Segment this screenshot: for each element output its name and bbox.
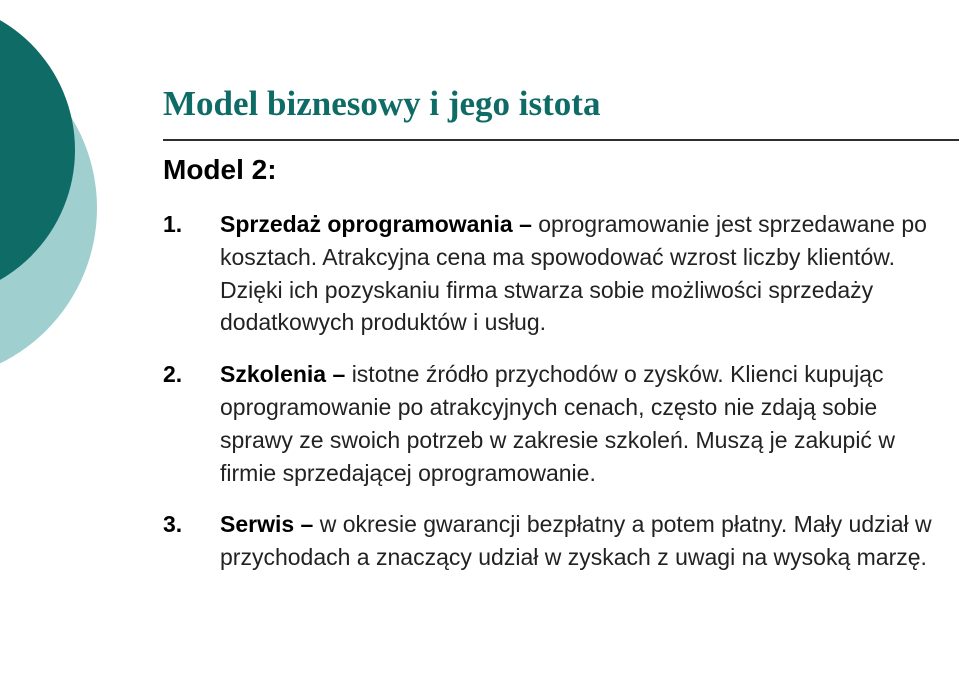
- item-number: 1.: [163, 211, 183, 237]
- title-underline: [163, 139, 959, 141]
- list-item: [163, 358, 953, 489]
- item-dash: –: [300, 511, 314, 538]
- item-term: Sprzedaż oprogramowania: [220, 211, 513, 237]
- list-item: [163, 208, 953, 339]
- item-term: Serwis: [220, 511, 295, 538]
- item-dash: –: [519, 211, 532, 237]
- item-description: oprogramowanie jest sprzedawane po kosztach. Atrakcyjna cena ma spowodować wzrost liczby klientów. Dzięki ich pozyskaniu firma stwarza sobie możliwości sprzedaży dodatkowych produktów i usług.: [220, 211, 927, 336]
- item-description: istotne źródło przychodów o zysków. Klienci kupując oprogramowanie po atrakcyjnych cenach, często nie zdają sobie sprawy ze swoich potrzeb w zakresie szkoleń. Muszą je zakupić w firmie sprzedającej oprogramowanie.: [220, 361, 895, 486]
- model-list: [163, 208, 953, 574]
- item-description: w okresie gwarancji bezpłatny a potem płatny. Mały udział w przychodach a znaczący udział w zyskach z uwagi na wysoką marzę.: [220, 511, 932, 571]
- item-term: Szkolenia: [220, 361, 327, 388]
- item-dash: –: [332, 361, 346, 388]
- slide-subtitle: Model 2:: [163, 154, 277, 185]
- decorative-circles: [0, 0, 130, 400]
- item-number: 3.: [163, 511, 183, 538]
- list-item: [163, 508, 953, 574]
- item-number: 2.: [163, 361, 183, 388]
- slide-title: Model biznesowy i jego istota: [163, 84, 601, 123]
